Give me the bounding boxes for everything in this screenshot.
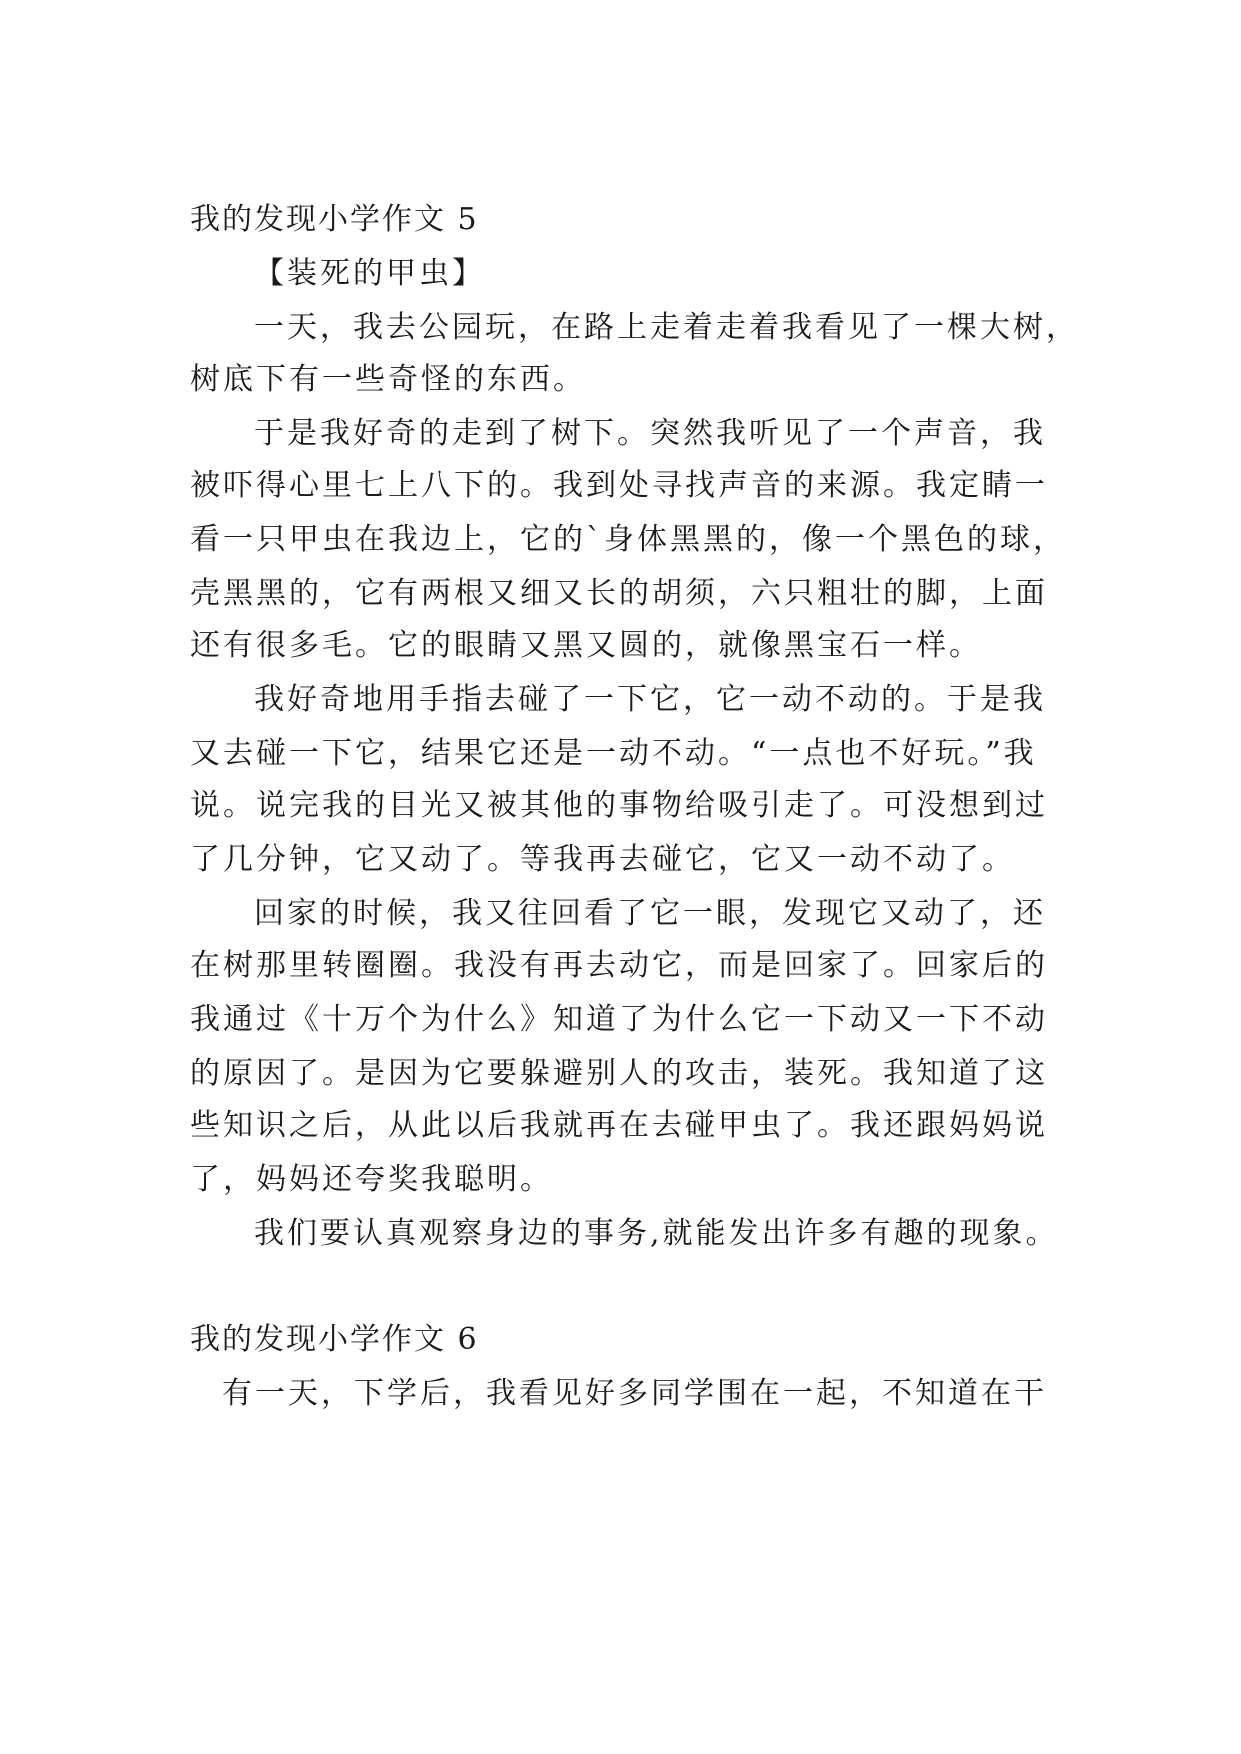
paragraph-line: 的原因了。是因为它要躲避别人的攻击，装死。我知道了这 xyxy=(190,1056,1048,1091)
paragraph-line: 了几分钟，它又动了。等我再去碰它，它又一动不动了。 xyxy=(190,842,1015,877)
paragraph-line: 于是我好奇的走到了树下。突然我听见了一个声音，我 xyxy=(254,416,1046,451)
paragraph-line: 还有很多毛。它的眼睛又黑又圆的，就像黑宝石一样。 xyxy=(190,628,982,663)
paragraph-line: 壳黑黑的，它有两根又细又长的胡须，六只粗壮的脚，上面 xyxy=(190,576,1048,611)
paragraph-line: 说。说完我的目光又被其他的事物给吸引走了。可没想到过 xyxy=(190,788,1048,823)
paragraph-line: 在树那里转圈圈。我没有再去动它，而是回家了。回家后的 xyxy=(190,948,1048,983)
paragraph-line: 看一只甲虫在我边上，它的`身体黑黑的，像一个黑色的球， xyxy=(190,522,1066,557)
paragraph-line: 了，妈妈还夸奖我聪明。 xyxy=(190,1162,553,1197)
paragraph-line: 我好奇地用手指去碰了一下它，它一动不动的。于是我 xyxy=(254,682,1046,717)
paragraph-line: 回家的时候，我又往回看了它一眼，发现它又动了，还 xyxy=(254,896,1046,931)
paragraph-line: 我通过《十万个为什么》知道了为什么它一下动又一下不动 xyxy=(190,1002,1048,1037)
paragraph-line: 树底下有一些奇怪的东西。 xyxy=(190,362,586,397)
paragraph-line: 些知识之后，从此以后我就再在去碰甲虫了。我还跟妈妈说 xyxy=(190,1108,1048,1143)
paragraph-line: 一天，我去公园玩，在路上走着走着我看见了一棵大树， xyxy=(254,310,1079,345)
paragraph-line: 被吓得心里七上八下的。我到处寻找声音的来源。我定睛一 xyxy=(190,468,1048,503)
essay-6-title: 我的发现小学作文 6 xyxy=(190,1322,479,1357)
paragraph-line: 又去碰一下它，结果它还是一动不动。“一点也不好玩。”我 xyxy=(190,736,1037,771)
essay-5-title: 我的发现小学作文 5 xyxy=(190,202,479,237)
essay-5-subtitle: 【装死的甲虫】 xyxy=(254,256,485,291)
paragraph-line: 我们要认真观察身边的事务,就能发出许多有趣的现象。 xyxy=(254,1216,1059,1251)
paragraph-line: 有一天，下学后，我看见好多同学围在一起，不知道在干 xyxy=(222,1376,1047,1411)
